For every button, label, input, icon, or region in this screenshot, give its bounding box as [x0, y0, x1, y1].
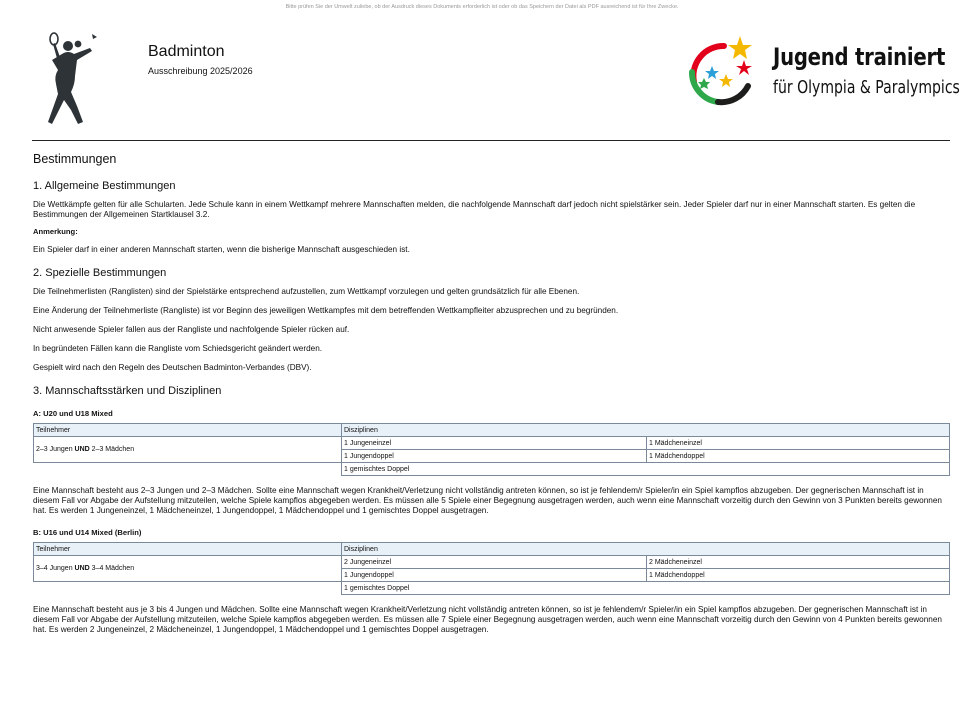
discipline-cell: 2 Jungeneinzel — [342, 556, 647, 569]
block-a-title: A: U20 und U18 Mixed — [33, 409, 113, 418]
discipline-cell: 1 Jungeneinzel — [342, 437, 647, 450]
block-b-title: B: U16 und U14 Mixed (Berlin) — [33, 528, 142, 537]
section2-paragraph: In begründeten Fällen kann die Rangliste vom Schiedsgericht geändert werden. — [33, 344, 323, 353]
header-divider — [32, 140, 950, 141]
section3-heading: 3. Mannschaftsstärken und Disziplinen — [33, 385, 222, 397]
section2-paragraph: Gespielt wird nach den Regeln des Deutschen Badminton-Verbandes (DBV). — [33, 363, 312, 372]
section2-paragraph: Eine Änderung der Teilnehmerliste (Rangliste) ist vor Beginn des jeweiligen Wettkampfes mit dem betreffenden Wettkampfleiter abzusprechen und zu begründen. — [33, 306, 619, 315]
discipline-cell: 1 gemischtes Doppel — [342, 463, 950, 476]
section2-paragraph: Die Teilnehmerlisten (Ranglisten) sind der Spielstärke entsprechend aufzustellen, zum Wettkampf vorzulegen und gelten grundsätzlich für alle Ebenen. — [33, 287, 580, 296]
table-row — [34, 582, 950, 595]
section2-heading: 2. Spezielle Bestimmungen — [33, 267, 167, 279]
document-body — [33, 152, 950, 644]
teilnehmer-cell: 3–4 Jungen UND 3–4 Mädchen — [34, 556, 342, 582]
discipline-cell: 1 Jungendoppel — [342, 569, 647, 582]
col-disziplinen: Disziplinen — [342, 543, 950, 556]
note-text: Ein Spieler darf in einer anderen Mannschaft starten, wenn die bisherige Mannschaft ausgeschieden ist. — [33, 245, 410, 254]
block-a-table — [33, 423, 950, 476]
block-a-text: Eine Mannschaft besteht aus 2–3 Jungen und 2–3 Mädchen. Sollte eine Mannschaft wegen Krankheit/Verletzung nicht vollständig antreten können, so ist je fehlendem/r Spieler/in ein Spiel kampflos abzugeben. Der gegnerischen Mannschaft ist in diesem Fall vor Abgabe der Aufstellung mitzuteilen, welche Spiele kampflos abgegeben werden. Es müssen alle 5 Spiele einer Begegnung ausgetragen werden, auch wenn eine Mannschaft vorzeitig durch den Gewinn von 3 Punkten bereits gewonnen hat. Es werden 1 Jungeneinzel, 1 Mädcheneinzel, 1 Jungendoppel, 1 Mädchendoppel und 1 gemischtes Doppel ausgetragen. — [33, 486, 942, 515]
table-header-row — [34, 424, 950, 437]
table-header-row — [34, 543, 950, 556]
page-heading: Bestimmungen — [33, 152, 117, 166]
discipline-cell: 1 Mädchendoppel — [647, 450, 950, 463]
block-b-table — [33, 542, 950, 595]
logo-text-line1: Jugend trainiert — [773, 43, 946, 71]
discipline-cell: 1 Mädcheneinzel — [647, 437, 950, 450]
col-disziplinen: Disziplinen — [342, 424, 950, 437]
document-title: Badminton — [148, 43, 225, 60]
discipline-cell: 2 Mädcheneinzel — [647, 556, 950, 569]
table-row — [34, 463, 950, 476]
logo-text-line2: für Olympia & Paralympics — [773, 77, 960, 98]
discipline-cell: 1 Mädchendoppel — [647, 569, 950, 582]
table-row — [34, 556, 950, 569]
col-teilnehmer: Teilnehmer — [34, 543, 342, 556]
block-b-text: Eine Mannschaft besteht aus je 3 bis 4 Jungen und Mädchen. Sollte eine Mannschaft wegen Krankheit/Verletzung nicht vollständig antreten können, so ist je fehlendem/r Spieler/in ein Spiel kampflos abzugeben. Der gegnerischen Mannschaft ist in diesem Fall vor Abgabe der Aufstellung mitzuteilen, welche Spiele kampflos abgegeben werden. Es müssen alle 7 Spiele einer Begegnung ausgetragen werden, auch wenn eine Mannschaft vorzeitig durch den Gewinn von 4 Punkten bereits gewonnen hat. Es werden 2 Jungeneinzel, 2 Mädcheneinzel, 1 Jungendoppel, 1 Mädchendoppel und 1 gemischtes Doppel ausgetragen. — [33, 605, 942, 634]
discipline-cell: 1 Jungendoppel — [342, 450, 647, 463]
discipline-cell: 1 gemischtes Doppel — [342, 582, 950, 595]
document-subtitle: Ausschreibung 2025/2026 — [148, 66, 253, 76]
col-teilnehmer: Teilnehmer — [34, 424, 342, 437]
eco-notice: Bitte prüfen Sie der Umwelt zuliebe, ob der Ausdruck dieses Dokuments erforderlich ist oder ob das Speichern der Datei als PDF ausreichend ist für Ihre Zwecke. — [285, 4, 679, 10]
section2-paragraph: Nicht anwesende Spieler fallen aus der Rangliste und nachfolgende Spieler rücken auf. — [33, 325, 350, 334]
badminton-player-icon — [48, 32, 120, 128]
section1-heading: 1. Allgemeine Bestimmungen — [33, 180, 176, 192]
teilnehmer-cell: 2–3 Jungen UND 2–3 Mädchen — [34, 437, 342, 463]
note-label: Anmerkung: — [33, 227, 78, 236]
table-row — [34, 437, 950, 450]
section1-text: Die Wettkämpfe gelten für alle Schularten. Jede Schule kann in einem Wettkampf mehrere Mannschaften melden, die nachfolgende Mannschaft darf jedoch nicht spielstärker sein. Jeder Spieler darf nur in einer Mannschaft starten. Es gelten die Bestimmungen der Allgemeinen Startklausel 3.2. — [33, 200, 916, 219]
